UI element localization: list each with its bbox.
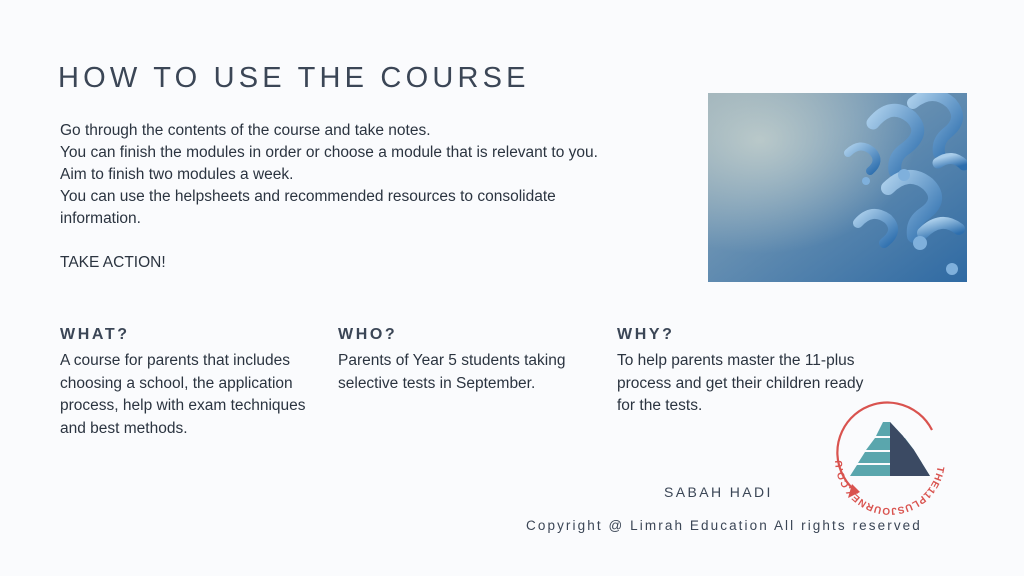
why-body: To help parents master the 11-plus process and get their children ready for the tests. [617,352,864,414]
logo-text: THE11PLUSJOURNEY.CO.U [833,459,946,517]
author-name: SABAH HADI [664,484,773,500]
who-section [338,326,600,395]
page-title: HOW TO USE THE COURSE [58,62,530,94]
what-heading: WHAT? [60,326,130,343]
who-heading: WHO? [338,326,398,343]
copyright-text: Copyright @ Limrah Education All rights reserved [526,518,922,533]
intro-line: Aim to finish two modules a week. [60,166,294,183]
what-body: A course for parents that includes choosing a school, the application process, help with exam techniques and best methods. [60,352,306,437]
take-action-text: TAKE ACTION! [60,254,166,271]
why-heading: WHY? [617,326,675,343]
what-section [60,326,322,440]
intro-text [60,120,680,274]
intro-line: Go through the contents of the course and take notes. [60,122,431,139]
who-body: Parents of Year 5 students taking selective tests in September. [338,352,566,392]
pyramid-logo-icon [828,398,952,522]
intro-line: You can use the helpsheets and recommended resources to consolidate information. [60,188,556,227]
question-marks-image [708,93,967,282]
intro-line: You can finish the modules in order or choose a module that is relevant to you. [60,144,598,161]
